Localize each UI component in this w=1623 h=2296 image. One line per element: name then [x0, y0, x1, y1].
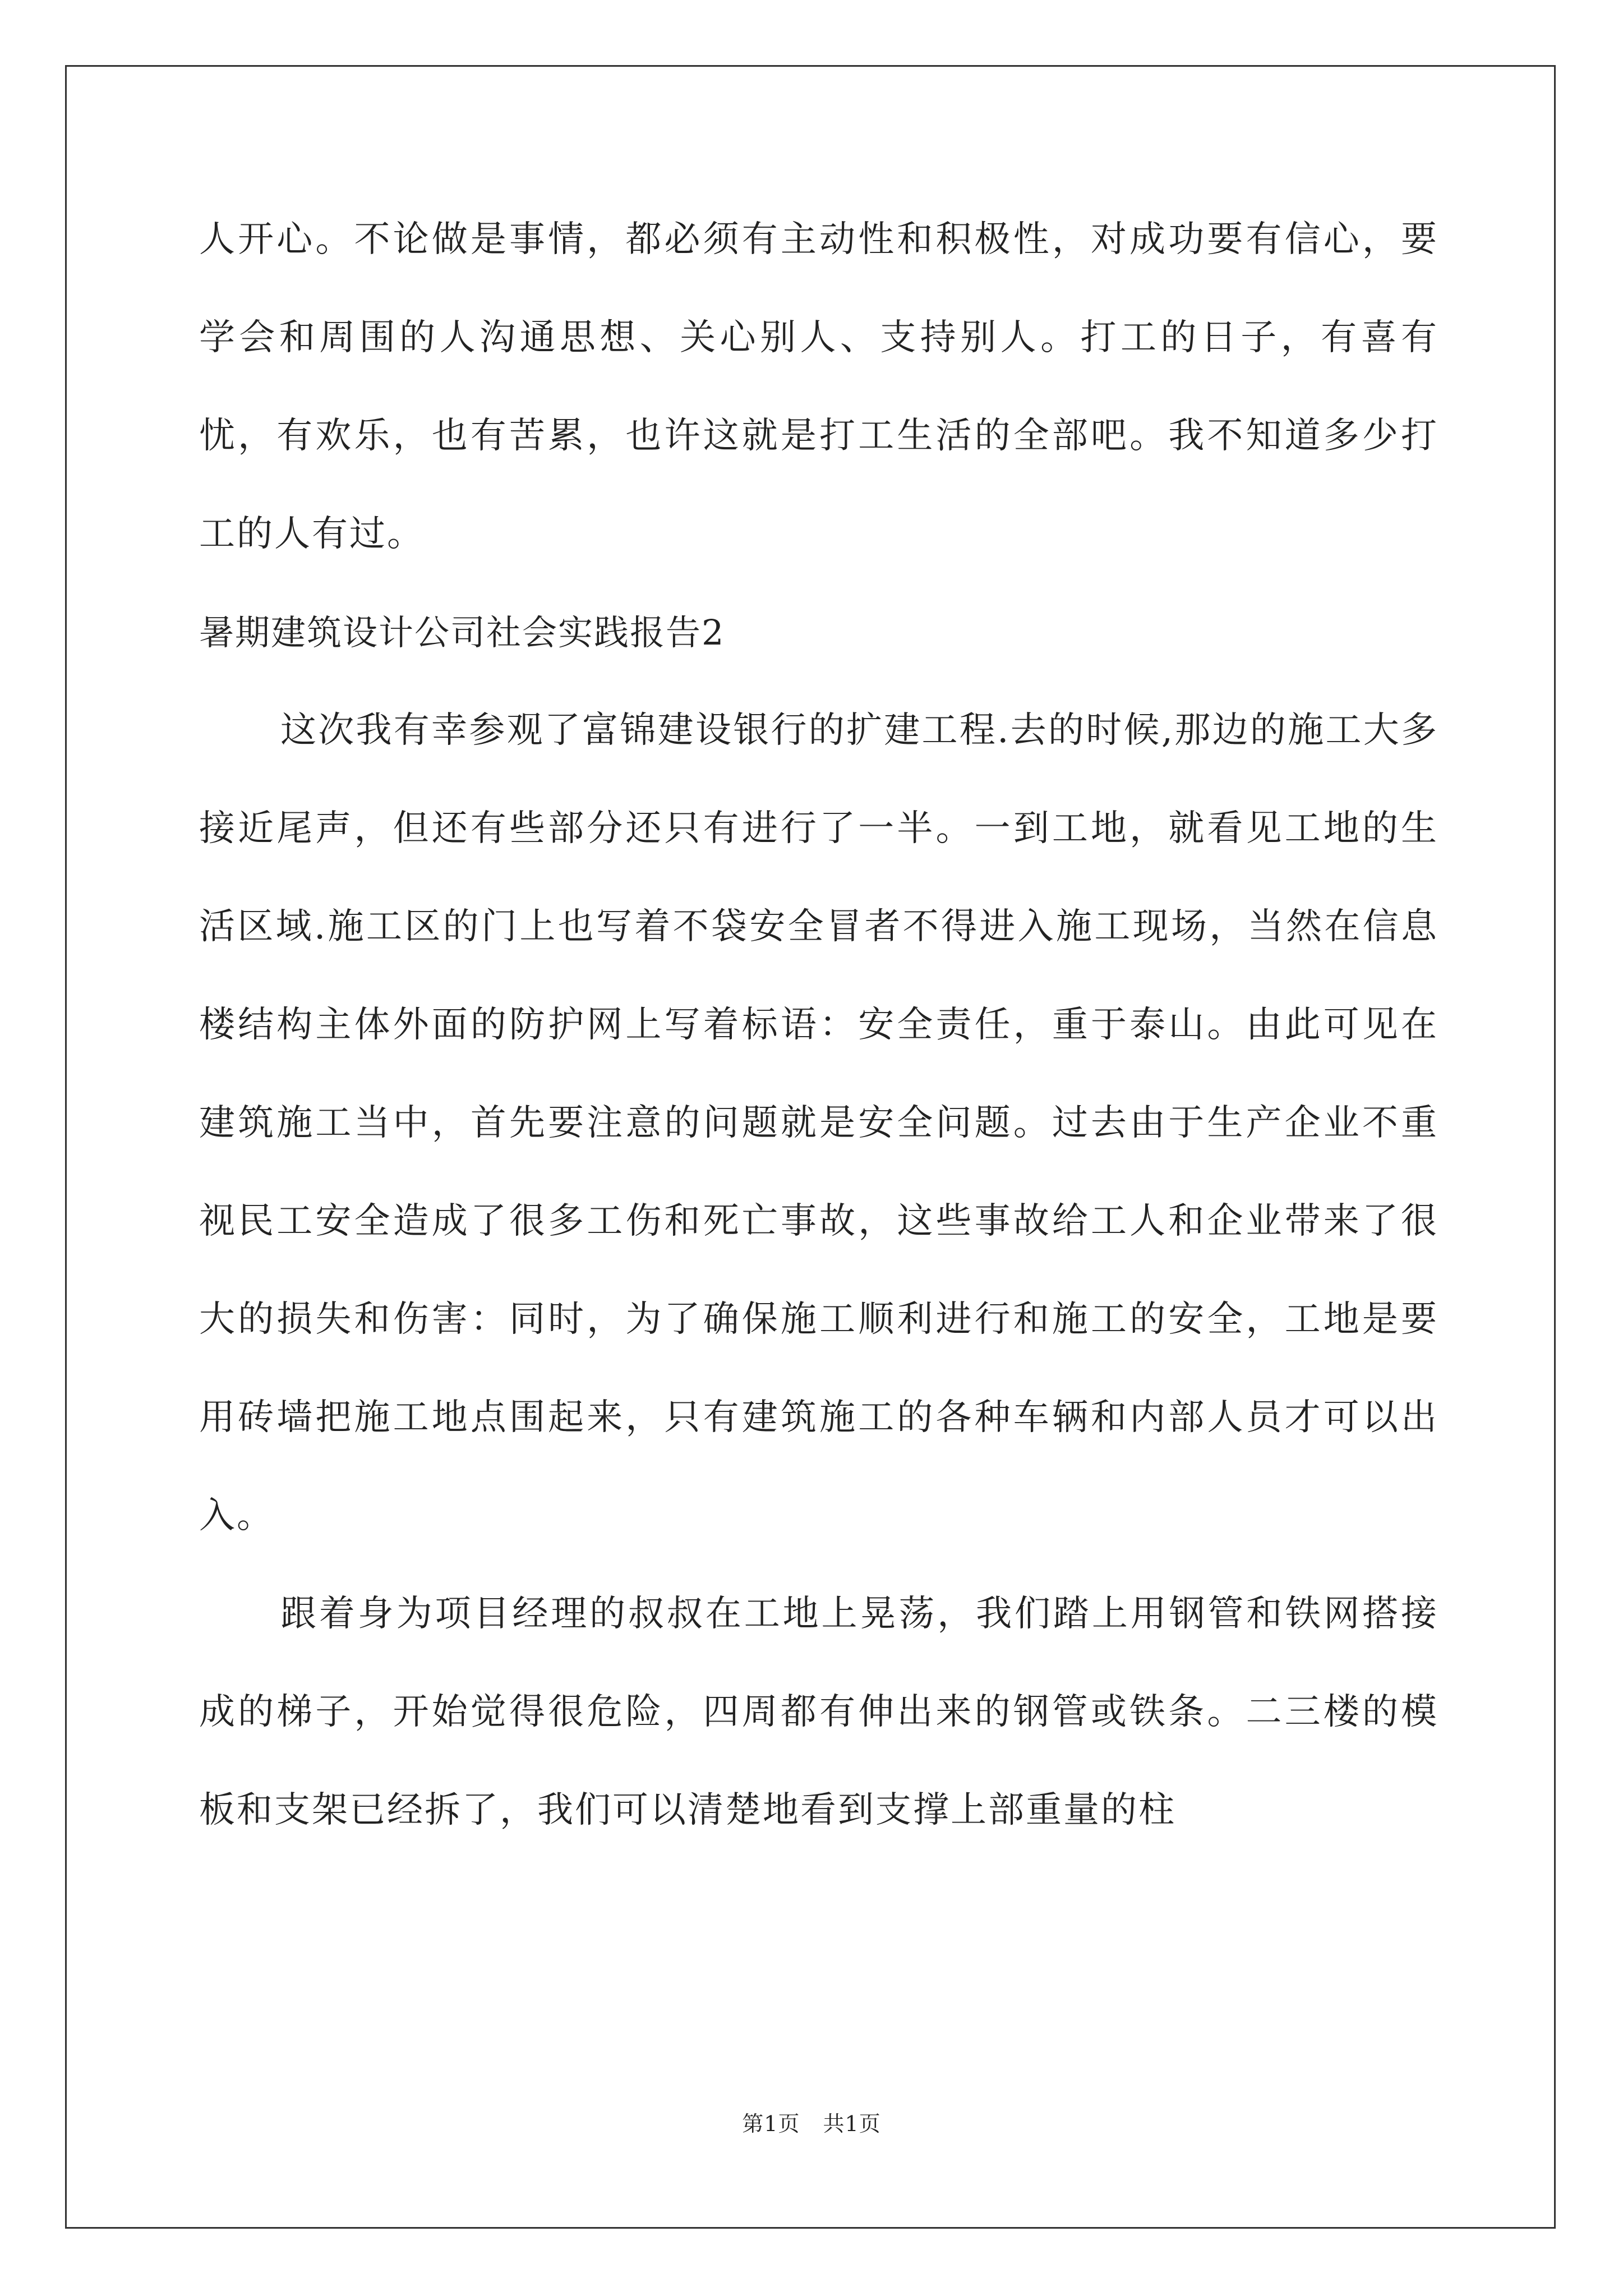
section-title: 暑期建筑设计公司社会实践报告2	[199, 612, 725, 653]
paragraph-intro-continuation: 人开心。不论做是事情，都必须有主动性和积极性，对成功要有信心，要学会和周围的人沟通思想、关心别人、支持别人。打工的日子，有喜有忧，有欢乐，也有苦累，也许这就是打工生活的全部吧。我不知道多少打工的人有过。	[199, 219, 1438, 555]
paragraph-site-tour: 跟着身为项目经理的叔叔在工地上晃荡，我们踏上用钢管和铁网搭接成的梯子，开始觉得很危险，四周都有伸出来的钢管或铁条。二三楼的模板和支架已经拆了，我们可以清楚地看到支撑上部重量的柱	[199, 1593, 1438, 1831]
page-footer	[0, 2106, 1623, 2137]
document-body	[199, 191, 1438, 1860]
paragraph-site-visit: 这次我有幸参观了富锦建设银行的扩建工程.去的时候,那边的施工大多接近尾声，但还有些部分还只有进行了一半。一到工地，就看见工地的生活区域.施工区的门上也写着不袋安全冒者不得进入施工现场，当然在信息楼结构主体外面的防护网上写着标语：安全责任，重于泰山。由此可见在建筑施工当中，首先要注意的问题就是安全问题。过去由于生产企业不重视民工安全造成了很多工伤和死亡事故，这些事故给工人和企业带来了很大的损失和伤害：同时，为了确保施工顺利进行和施工的安全，工地是要用砖墙把施工地点围起来，只有建筑施工的各种车辆和内部人员才可以出入。	[199, 710, 1438, 1536]
page-number: 第1页	[742, 2111, 800, 2136]
page-total: 共1页	[823, 2111, 881, 2136]
